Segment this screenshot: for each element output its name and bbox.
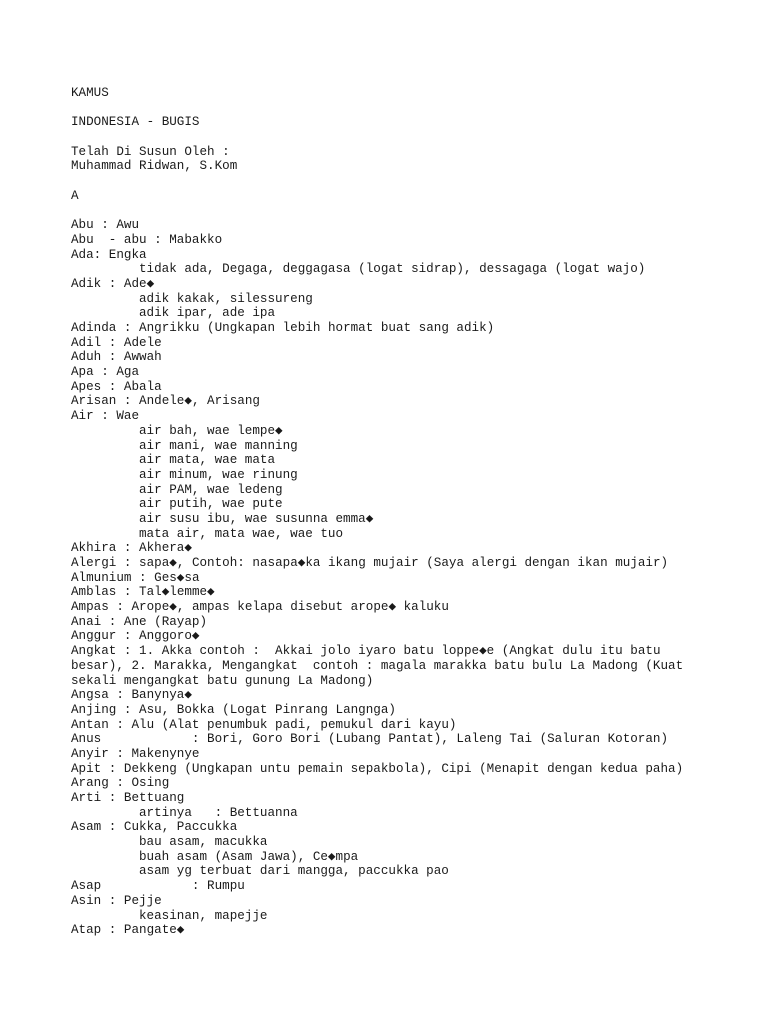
- document-page: [71, 86, 751, 938]
- text-line: Anggur : Anggoro◆: [71, 629, 200, 644]
- text-line: buah asam (Asam Jawa), Ce◆mpa: [139, 849, 359, 864]
- text-line: Air : Wae: [71, 409, 140, 424]
- text-line: adik kakak, silessureng: [139, 291, 313, 306]
- text-line: besar), 2. Marakka, Mengangkat contoh : magala marakka batu bulu La Madong (Kuat: [71, 658, 684, 673]
- text-line: artinya : Bettuanna: [139, 805, 298, 820]
- text-line: Muhammad Ridwan, S.Kom: [71, 159, 238, 174]
- text-line: Telah Di Susun Oleh :: [71, 144, 230, 159]
- text-line: Arang : Osing: [71, 776, 170, 791]
- text-line: Angsa : Banynya◆: [71, 688, 192, 703]
- text-line: air bah, wae lempe◆: [139, 423, 283, 438]
- text-line: Ampas : Arope◆, ampas kelapa disebut arope◆ kaluku: [71, 600, 449, 615]
- text-line: Antan : Alu (Alat penumbuk padi, pemukul dari kayu): [71, 717, 457, 732]
- text-line: Alergi : sapa◆, Contoh: nasapa◆ka ikang mujair (Saya alergi dengan ikan mujair): [71, 556, 669, 570]
- text-line: Ada: Engka: [71, 247, 147, 262]
- text-line: air susu ibu, wae susunna emma◆: [139, 511, 374, 526]
- text-line: Almunium : Ges◆sa: [71, 570, 200, 585]
- blank-line: [71, 130, 751, 145]
- text-line: Anai : Ane (Rayap): [71, 614, 208, 629]
- text-line: Atap : Pangate◆: [71, 923, 185, 938]
- blank-line: [71, 101, 751, 116]
- text-line: Apit : Dekkeng (Ungkapan untu pemain sepakbola), Cipi (Menapit dengan kedua paha): [71, 761, 684, 776]
- text-line: Angkat : 1. Akka contoh : Akkai jolo iyaro batu loppe◆e (Angkat dulu itu batu: [71, 644, 661, 659]
- text-line: Arti : Bettuang: [71, 791, 185, 805]
- blank-line: [71, 174, 751, 189]
- text-line: Akhira : Akhera◆: [71, 541, 192, 556]
- text-line: Amblas : Tal◆lemme◆: [71, 585, 215, 600]
- text-line: Asin : Pejje: [71, 893, 162, 908]
- text-line: Anus : Bori, Goro Bori (Lubang Pantat), Laleng Tai (Saluran Kotoran): [71, 732, 669, 747]
- text-line: tidak ada, Degaga, deggagasa (logat sidrap), dessagaga (logat wajo): [139, 262, 646, 277]
- text-line: mata air, mata wae, wae tuo: [139, 526, 344, 541]
- text-line: Apes : Abala: [71, 379, 162, 394]
- text-line: Apa : Aga: [71, 365, 140, 380]
- text-line: bau asam, macukka: [139, 835, 268, 850]
- text-line: Asap : Rumpu: [71, 879, 245, 894]
- text-line: sekali mengangkat batu gunung La Madong): [71, 673, 374, 688]
- text-line: air putih, wae pute: [139, 497, 283, 512]
- text-line: air PAM, wae ledeng: [139, 482, 283, 497]
- text-line: INDONESIA - BUGIS: [71, 115, 200, 130]
- text-line: adik ipar, ade ipa: [139, 306, 276, 321]
- text-line: Abu - abu : Mabakko: [71, 232, 223, 247]
- text-line: Aduh : Awwah: [71, 350, 162, 365]
- text-line: Arisan : Andele◆, Arisang: [71, 394, 260, 409]
- text-line: air mani, wae manning: [139, 438, 298, 453]
- blank-line: [71, 204, 751, 219]
- text-line: Asam : Cukka, Paccukka: [71, 820, 238, 835]
- text-line: Adinda : Angrikku (Ungkapan lebih hormat buat sang adik): [71, 321, 495, 335]
- text-line: KAMUS: [71, 86, 109, 100]
- text-line: Anyir : Makenynye: [71, 746, 200, 761]
- text-line: asam yg terbuat dari mangga, paccukka pao: [139, 864, 449, 879]
- text-line: Abu : Awu: [71, 218, 140, 233]
- text-line: keasinan, mapejje: [139, 908, 268, 923]
- text-line: Adik : Ade◆: [71, 276, 155, 291]
- text-line: Anjing : Asu, Bokka (Logat Pinrang Langnga): [71, 702, 396, 717]
- text-line: air mata, wae mata: [139, 453, 276, 468]
- text-line: air minum, wae rinung: [139, 467, 298, 482]
- text-line: Adil : Adele: [71, 335, 162, 350]
- text-line: A: [71, 188, 79, 203]
